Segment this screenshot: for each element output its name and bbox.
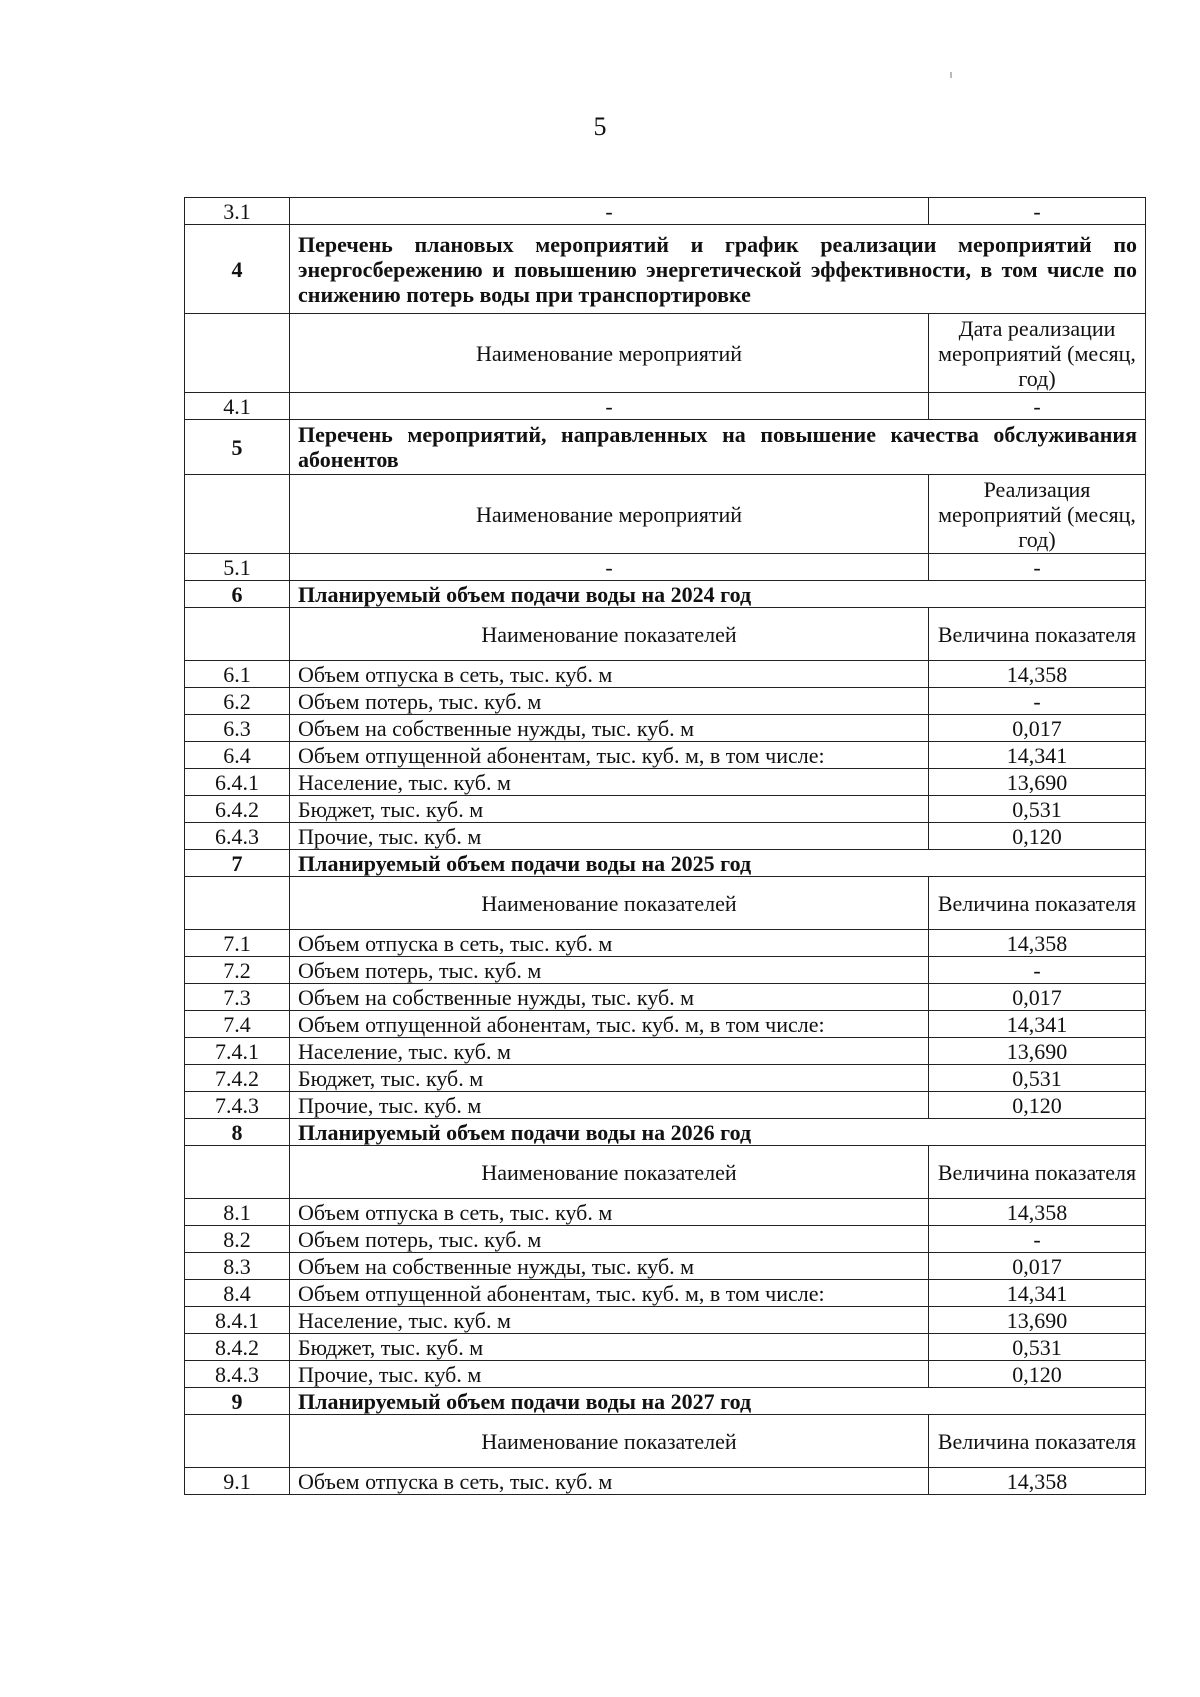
section-title: Перечень плановых мероприятий и график реализации мероприятий по энергосбережению и повышению энергетической эффективности, в том числе по снижению потерь воды при транспортировке <box>290 225 1146 314</box>
table-row <box>185 1280 1146 1307</box>
row-number: 4.1 <box>185 393 290 420</box>
table-row <box>185 1065 1146 1092</box>
section-header-row <box>185 850 1146 877</box>
row-name: - <box>290 554 929 581</box>
row-number: 8.3 <box>185 1253 290 1280</box>
row-name: Объем отпущенной абонентам, тыс. куб. м, в том числе: <box>290 1280 929 1307</box>
row-value: 13,690 <box>929 1038 1146 1065</box>
plan-table <box>184 197 1146 1495</box>
table-row <box>185 957 1146 984</box>
row-value: 0,531 <box>929 796 1146 823</box>
column-header-name: Наименование показателей <box>290 1146 929 1199</box>
table-row <box>185 1253 1146 1280</box>
row-number: 7.4.1 <box>185 1038 290 1065</box>
table-row <box>185 393 1146 420</box>
empty-cell <box>185 475 290 554</box>
table-row <box>185 1199 1146 1226</box>
table-row <box>185 1361 1146 1388</box>
row-name: Прочие, тыс. куб. м <box>290 1361 929 1388</box>
row-value: 14,358 <box>929 1199 1146 1226</box>
section-title: Планируемый объем подачи воды на 2024 год <box>290 581 1146 608</box>
section-number: 7 <box>185 850 290 877</box>
row-value: 0,017 <box>929 984 1146 1011</box>
column-header-row <box>185 1415 1146 1468</box>
row-value: 0,120 <box>929 823 1146 850</box>
row-value: 14,341 <box>929 1280 1146 1307</box>
section-header-row <box>185 1119 1146 1146</box>
column-header-name: Наименование мероприятий <box>290 314 929 393</box>
row-name: Население, тыс. куб. м <box>290 769 929 796</box>
row-value: - <box>929 198 1146 225</box>
row-value: 14,341 <box>929 1011 1146 1038</box>
row-number: 6.1 <box>185 661 290 688</box>
row-number: 7.1 <box>185 930 290 957</box>
row-number: 3.1 <box>185 198 290 225</box>
row-value: 14,358 <box>929 661 1146 688</box>
section-title: Планируемый объем подачи воды на 2026 год <box>290 1119 1146 1146</box>
column-header-name: Наименование показателей <box>290 608 929 661</box>
table-row <box>185 1011 1146 1038</box>
row-value: 0,531 <box>929 1334 1146 1361</box>
row-number: 6.4.3 <box>185 823 290 850</box>
table-row <box>185 769 1146 796</box>
row-number: 6.3 <box>185 715 290 742</box>
row-value: 14,358 <box>929 930 1146 957</box>
table-row <box>185 1468 1146 1495</box>
row-name: Объем отпущенной абонентам, тыс. куб. м, в том числе: <box>290 1011 929 1038</box>
table-row <box>185 742 1146 769</box>
row-name: Объем на собственные нужды, тыс. куб. м <box>290 984 929 1011</box>
column-header-row <box>185 1146 1146 1199</box>
table-row <box>185 554 1146 581</box>
section-number: 8 <box>185 1119 290 1146</box>
row-value: - <box>929 957 1146 984</box>
row-name: Объем отпуска в сеть, тыс. куб. м <box>290 930 929 957</box>
column-header-row <box>185 314 1146 393</box>
row-number: 8.4 <box>185 1280 290 1307</box>
column-header-name: Наименование показателей <box>290 877 929 930</box>
empty-cell <box>185 877 290 930</box>
row-value: 13,690 <box>929 769 1146 796</box>
section-title: Планируемый объем подачи воды на 2025 год <box>290 850 1146 877</box>
row-name: Бюджет, тыс. куб. м <box>290 796 929 823</box>
row-name: Население, тыс. куб. м <box>290 1038 929 1065</box>
row-name: Объем потерь, тыс. куб. м <box>290 688 929 715</box>
table-row <box>185 661 1146 688</box>
row-number: 7.2 <box>185 957 290 984</box>
row-number: 8.1 <box>185 1199 290 1226</box>
row-value: - <box>929 554 1146 581</box>
page-number: 5 <box>593 112 607 141</box>
row-value: 0,120 <box>929 1361 1146 1388</box>
column-header-value: Дата реализации мероприятий (месяц, год) <box>929 314 1146 393</box>
column-header-row <box>185 608 1146 661</box>
row-number: 7.4.3 <box>185 1092 290 1119</box>
table-row <box>185 1092 1146 1119</box>
row-number: 9.1 <box>185 1468 290 1495</box>
row-number: 7.4.2 <box>185 1065 290 1092</box>
row-value: 0,531 <box>929 1065 1146 1092</box>
row-value: 14,358 <box>929 1468 1146 1495</box>
row-number: 6.4 <box>185 742 290 769</box>
column-header-row <box>185 475 1146 554</box>
row-number: 8.4.2 <box>185 1334 290 1361</box>
row-name: Население, тыс. куб. м <box>290 1307 929 1334</box>
row-value: - <box>929 393 1146 420</box>
table-row <box>185 198 1146 225</box>
row-number: 7.4 <box>185 1011 290 1038</box>
section-header-row <box>185 1388 1146 1415</box>
row-value: 13,690 <box>929 1307 1146 1334</box>
column-header-name: Наименование мероприятий <box>290 475 929 554</box>
empty-cell <box>185 1146 290 1199</box>
table-row <box>185 688 1146 715</box>
row-value: - <box>929 1226 1146 1253</box>
table-row <box>185 1307 1146 1334</box>
row-name: Объем отпуска в сеть, тыс. куб. м <box>290 1199 929 1226</box>
row-name: Бюджет, тыс. куб. м <box>290 1334 929 1361</box>
row-number: 6.2 <box>185 688 290 715</box>
row-name: Объем отпуска в сеть, тыс. куб. м <box>290 661 929 688</box>
row-number: 7.3 <box>185 984 290 1011</box>
row-value: 0,017 <box>929 715 1146 742</box>
column-header-value: Величина показателя <box>929 1146 1146 1199</box>
section-header-row <box>185 581 1146 608</box>
row-value: 0,017 <box>929 1253 1146 1280</box>
row-value: 0,120 <box>929 1092 1146 1119</box>
table-row <box>185 1226 1146 1253</box>
row-name: Объем на собственные нужды, тыс. куб. м <box>290 1253 929 1280</box>
row-name: Объем потерь, тыс. куб. м <box>290 1226 929 1253</box>
row-value: 14,341 <box>929 742 1146 769</box>
column-header-value: Величина показателя <box>929 1415 1146 1468</box>
row-name: Объем отпущенной абонентам, тыс. куб. м, в том числе: <box>290 742 929 769</box>
row-number: 6.4.2 <box>185 796 290 823</box>
row-number: 8.2 <box>185 1226 290 1253</box>
row-name: Объем потерь, тыс. куб. м <box>290 957 929 984</box>
column-header-value: Величина показателя <box>929 877 1146 930</box>
row-name: Прочие, тыс. куб. м <box>290 823 929 850</box>
row-name: Бюджет, тыс. куб. м <box>290 1065 929 1092</box>
row-number: 6.4.1 <box>185 769 290 796</box>
section-title: Перечень мероприятий, направленных на повышение качества обслуживания абонентов <box>290 420 1146 475</box>
row-number: 5.1 <box>185 554 290 581</box>
row-name: - <box>290 198 929 225</box>
column-header-row <box>185 877 1146 930</box>
empty-cell <box>185 314 290 393</box>
section-number: 4 <box>185 225 290 314</box>
section-header-row <box>185 420 1146 475</box>
table-row <box>185 930 1146 957</box>
row-number: 8.4.1 <box>185 1307 290 1334</box>
table-row <box>185 796 1146 823</box>
table-row <box>185 984 1146 1011</box>
section-number: 6 <box>185 581 290 608</box>
empty-cell <box>185 1415 290 1468</box>
table-row <box>185 823 1146 850</box>
scan-artifact <box>950 72 952 78</box>
row-number: 8.4.3 <box>185 1361 290 1388</box>
table-row <box>185 1038 1146 1065</box>
row-name: Объем отпуска в сеть, тыс. куб. м <box>290 1468 929 1495</box>
column-header-value: Величина показателя <box>929 608 1146 661</box>
column-header-name: Наименование показателей <box>290 1415 929 1468</box>
section-header-row <box>185 225 1146 314</box>
section-number: 9 <box>185 1388 290 1415</box>
row-name: Прочие, тыс. куб. м <box>290 1092 929 1119</box>
column-header-value: Реализация мероприятий (месяц, год) <box>929 475 1146 554</box>
table-row <box>185 1334 1146 1361</box>
row-value: - <box>929 688 1146 715</box>
empty-cell <box>185 608 290 661</box>
row-name: - <box>290 393 929 420</box>
section-number: 5 <box>185 420 290 475</box>
row-name: Объем на собственные нужды, тыс. куб. м <box>290 715 929 742</box>
table-row <box>185 715 1146 742</box>
section-title: Планируемый объем подачи воды на 2027 год <box>290 1388 1146 1415</box>
